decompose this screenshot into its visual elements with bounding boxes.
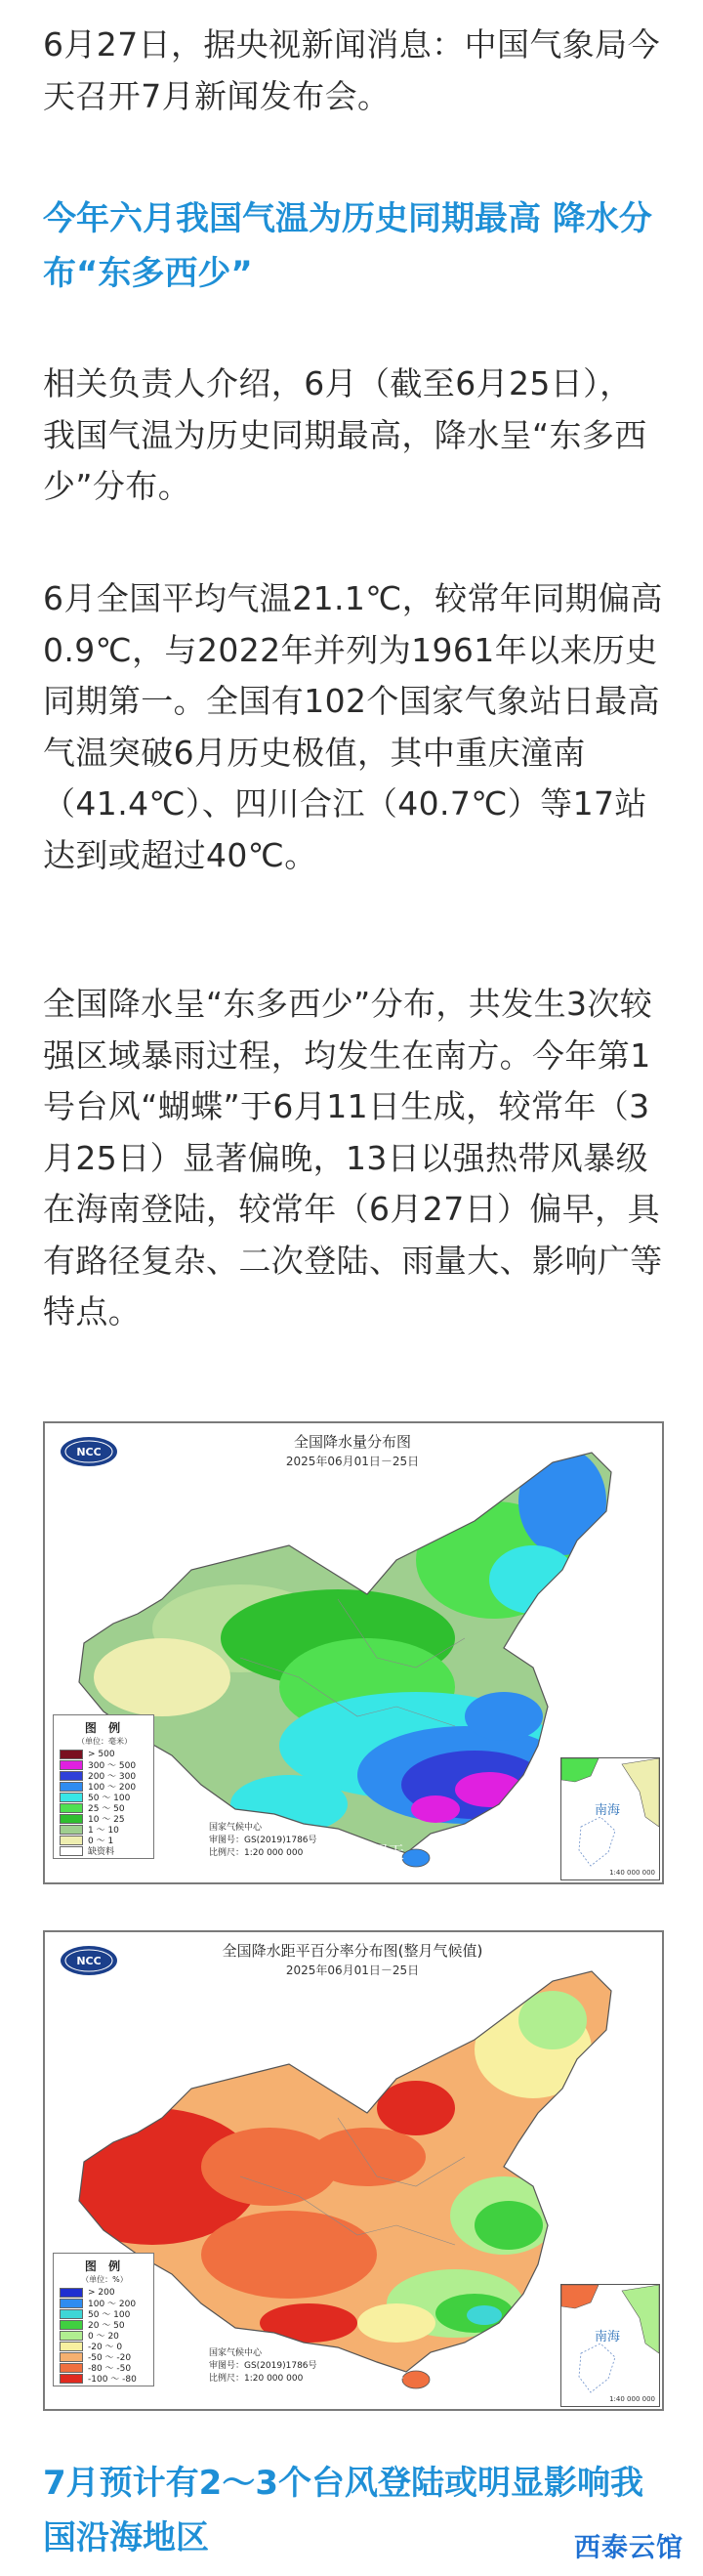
legend-swatch	[60, 1793, 83, 1802]
legend-label: -20 ～ 0	[88, 2343, 123, 2352]
paragraph-precipitation: 全国降水呈“东多西少”分布，共发生3次较强区域暴雨过程，均发生在南方。今年第1号台风“蝴蝶”于6月11日生成，较常年（3月25日）显著偏晚，13日以强热带风暴级在海南登陆，较常年（6月27日）偏早，具有路径复杂、二次登陆、雨量大、影响广等特点。	[43, 985, 663, 1330]
legend-swatch	[60, 2320, 83, 2330]
svg-text:NCC: NCC	[76, 1446, 102, 1458]
paragraph-summary: 相关负责人介绍，6月（截至6月25日），我国气温为历史同期最高，降水呈“东多西少”分布。	[43, 364, 647, 505]
section-title-june-climate: 今年六月我国气温为历史同期最高 降水分布“东多西少”	[43, 199, 652, 293]
legend-label: > 200	[88, 2287, 115, 2298]
legend-item	[60, 2373, 149, 2384]
legend-swatch	[60, 2299, 83, 2308]
legend-swatch	[60, 1846, 83, 1856]
legend-swatch	[60, 1836, 83, 1845]
legend-label: > 500	[88, 1749, 115, 1759]
legend-rows	[60, 2287, 149, 2384]
legend-label: 200 ～ 300	[88, 1772, 137, 1782]
legend-swatch	[60, 1825, 83, 1835]
legend-label: 0 ～ 20	[88, 2332, 119, 2342]
inset-scale: 1:40 000 000	[609, 1869, 655, 1877]
precipitation-amount-map[interactable]	[43, 1421, 664, 1884]
section-title-july-typhoon: 7月预计有2～3个台风登陆或明显影响我国沿海地区	[43, 2464, 643, 2557]
map-credit: 国家气候中心 审图号：GS(2019)1786号 比例尺：1:20 000 000	[209, 1823, 317, 1858]
inset-graphic	[561, 1758, 659, 1879]
legend-label: 0 ～ 1	[88, 1837, 114, 1846]
legend-swatch	[60, 2331, 83, 2341]
legend-label: 缺资料	[88, 1847, 115, 1857]
legend-swatch	[60, 1782, 83, 1792]
legend-swatch	[60, 2352, 83, 2362]
legend-swatch	[60, 2363, 83, 2373]
legend-swatch	[60, 2309, 83, 2319]
legend-label: 20 ～ 50	[88, 2321, 125, 2331]
south-china-sea-inset	[560, 1757, 660, 1880]
legend-label: -80 ～ -50	[88, 2364, 132, 2374]
watermark: ＠中国天	[338, 1843, 404, 1863]
map-title: 全国降水量分布图	[293, 1433, 411, 1451]
south-china-sea-inset	[560, 2284, 660, 2407]
legend-swatch	[60, 1803, 83, 1813]
ncc-logo-icon	[59, 1944, 119, 1977]
map-date: 2025年06月01日－25日	[285, 1964, 420, 1977]
legend-swatch	[60, 1750, 83, 1759]
legend-swatch	[60, 1814, 83, 1824]
legend-label: 10 ～ 25	[88, 1815, 125, 1825]
legend-label: 1 ～ 10	[88, 1826, 119, 1836]
inset-graphic	[561, 2285, 659, 2406]
intro-paragraph: 6月27日，据央视新闻消息：中国气象局今天召开7月新闻发布会。	[43, 25, 660, 115]
map-date: 2025年06月01日－25日	[285, 1455, 420, 1468]
map-legend: 图 例 （单位：毫米） > 500 300 ～ 500 200 ～ 300 100 ～ 200 50 ～ 100 25 ～ 50 10 ～ 25 1 ～ 10 0 ～ 1 缺资料	[53, 1714, 154, 1859]
inset-scale: 1:40 000 000	[609, 2395, 655, 2403]
watermark: ＠中国天	[338, 2371, 404, 2390]
ncc-logo-icon	[59, 1435, 119, 1468]
inset-label: 南海	[595, 2330, 621, 2344]
paragraph-temperature: 6月全国平均气温21.1℃，较常年同期偏高0.9℃，与2022年并列为1961年以来历史同期第一。全国有102个国家气象站日最高气温突破6月历史极值，其中重庆潼南（41.4℃）、四川合江（40.7℃）等17站达到或超过40℃。	[43, 579, 663, 874]
svg-text:NCC: NCC	[76, 1955, 102, 1967]
legend-label: 300 ～ 500	[88, 1761, 137, 1771]
legend-label: 50 ～ 100	[88, 1794, 131, 1803]
legend-swatch	[60, 2288, 83, 2298]
site-watermark-logo: 西泰云馆	[574, 2533, 683, 2563]
legend-label: 50 ～ 100	[88, 2310, 131, 2320]
legend-item	[60, 1845, 149, 1856]
legend-swatch	[60, 1771, 83, 1781]
legend-label: 100 ～ 200	[88, 2300, 137, 2309]
inset-label: 南海	[595, 1803, 621, 1818]
map-legend: 图 例 （单位：%） > 200 100 ～ 200 50 ～ 100 20 ～ 50 0 ～ 20 -20 ～ 0 -50 ～ -20 -80 ～ -50 -100 ～ -80	[53, 2253, 154, 2386]
legend-swatch	[60, 2374, 83, 2384]
map-title: 全国降水距平百分率分布图(整月气候值)	[222, 1942, 483, 1960]
legend-label: 25 ～ 50	[88, 1804, 125, 1814]
precipitation-anomaly-map[interactable]	[43, 1930, 664, 2411]
legend-label: -100 ～ -80	[88, 2375, 137, 2385]
map-credit: 国家气候中心 审图号：GS(2019)1786号 比例尺：1:20 000 000	[209, 2348, 317, 2384]
legend-label: 100 ～ 200	[88, 1783, 137, 1793]
legend-swatch	[60, 2342, 83, 2351]
legend-label: -50 ～ -20	[88, 2353, 132, 2363]
legend-rows	[60, 1749, 149, 1856]
legend-swatch	[60, 1760, 83, 1770]
